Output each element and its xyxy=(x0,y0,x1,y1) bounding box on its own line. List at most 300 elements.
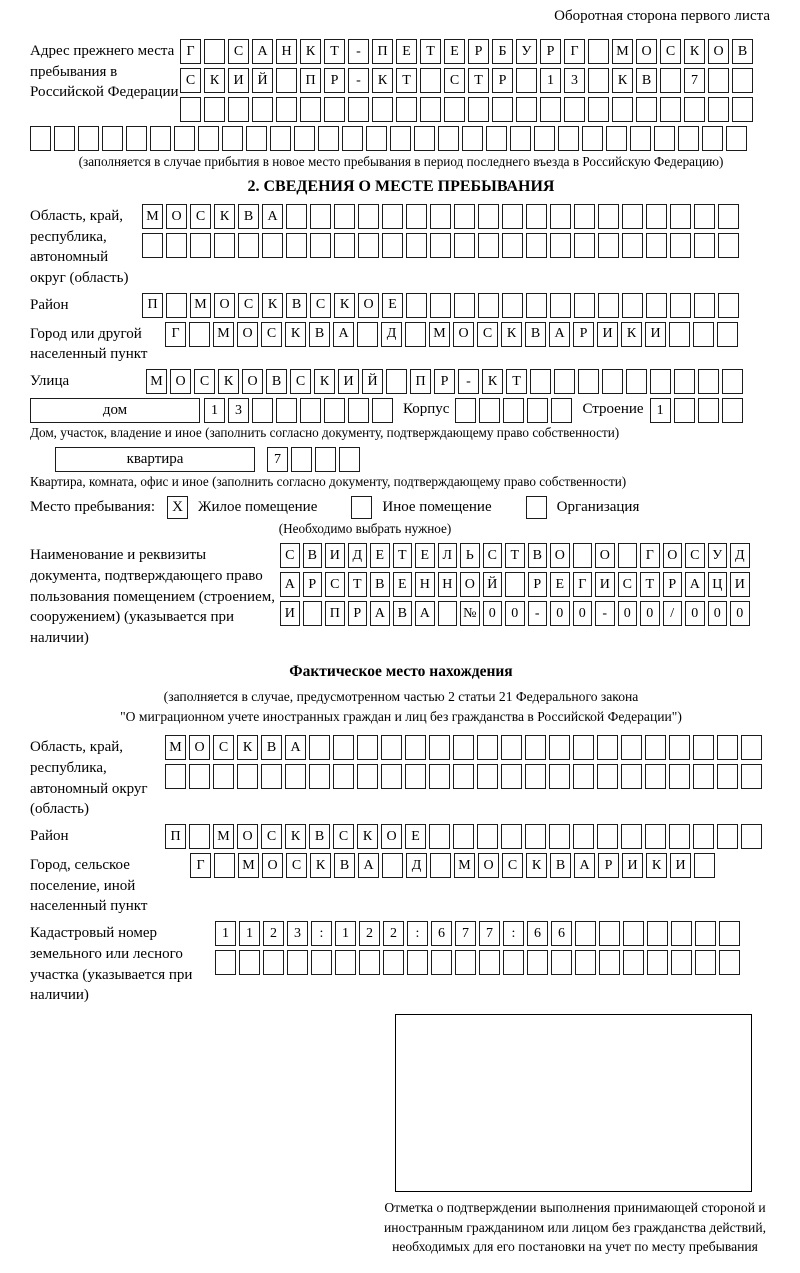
grid-cell[interactable] xyxy=(334,204,355,229)
grid-cell[interactable] xyxy=(383,950,404,975)
grid-cell[interactable]: И xyxy=(280,601,300,626)
grid-cell[interactable] xyxy=(276,398,297,423)
grid-cell[interactable] xyxy=(357,735,378,760)
grid-cell[interactable]: К xyxy=(646,853,667,878)
grid-cell[interactable] xyxy=(477,824,498,849)
grid-cell[interactable]: 0 xyxy=(550,601,570,626)
grid-cell[interactable]: 1 xyxy=(215,921,236,946)
grid-cell[interactable] xyxy=(599,950,620,975)
grid-cell[interactable] xyxy=(719,921,740,946)
grid-cell[interactable] xyxy=(726,126,747,151)
grid-cell[interactable] xyxy=(550,233,571,258)
grid-cell[interactable] xyxy=(479,398,500,423)
grid-cell[interactable]: 2 xyxy=(383,921,404,946)
grid-cell[interactable] xyxy=(717,764,738,789)
grid-cell[interactable]: С xyxy=(194,369,215,394)
grid-cell[interactable] xyxy=(718,233,739,258)
grid-cell[interactable] xyxy=(573,543,593,568)
grid-cell[interactable] xyxy=(478,293,499,318)
grid-cell[interactable] xyxy=(501,735,522,760)
grid-cell[interactable] xyxy=(444,97,465,122)
grid-cell[interactable]: А xyxy=(280,572,300,597)
grid-cell[interactable] xyxy=(430,204,451,229)
grid-cell[interactable]: О xyxy=(262,853,283,878)
grid-cell[interactable]: П xyxy=(410,369,431,394)
grid-cell[interactable] xyxy=(382,204,403,229)
grid-cell[interactable] xyxy=(276,68,297,93)
grid-cell[interactable]: О xyxy=(478,853,499,878)
grid-cell[interactable] xyxy=(693,764,714,789)
grid-cell[interactable]: В xyxy=(286,293,307,318)
grid-cell[interactable] xyxy=(407,950,428,975)
grid-cell[interactable]: Г xyxy=(564,39,585,64)
grid-cell[interactable] xyxy=(694,853,715,878)
grid-cell[interactable] xyxy=(126,126,147,151)
grid-cell[interactable]: В xyxy=(309,322,330,347)
grid-cell[interactable]: 2 xyxy=(263,921,284,946)
grid-cell[interactable]: О xyxy=(453,322,474,347)
grid-cell[interactable]: О xyxy=(189,735,210,760)
grid-cell[interactable]: 6 xyxy=(527,921,548,946)
grid-cell[interactable]: О xyxy=(166,204,187,229)
grid-cell[interactable] xyxy=(228,97,249,122)
grid-cell[interactable] xyxy=(549,824,570,849)
grid-cell[interactable]: К xyxy=(621,322,642,347)
grid-cell[interactable]: С xyxy=(310,293,331,318)
grid-cell[interactable]: 7 xyxy=(455,921,476,946)
grid-cell[interactable]: 7 xyxy=(479,921,500,946)
grid-cell[interactable]: 0 xyxy=(483,601,503,626)
grid-cell[interactable]: Е xyxy=(415,543,435,568)
grid-cell[interactable] xyxy=(239,950,260,975)
grid-cell[interactable]: У xyxy=(516,39,537,64)
grid-cell[interactable] xyxy=(702,126,723,151)
grid-cell[interactable] xyxy=(333,764,354,789)
grid-cell[interactable]: М xyxy=(213,322,234,347)
grid-cell[interactable]: 6 xyxy=(551,921,572,946)
grid-cell[interactable]: О xyxy=(237,322,258,347)
grid-cell[interactable]: Г xyxy=(190,853,211,878)
grid-cell[interactable] xyxy=(598,204,619,229)
grid-cell[interactable]: Т xyxy=(468,68,489,93)
grid-cell[interactable] xyxy=(165,764,186,789)
grid-cell[interactable]: И xyxy=(730,572,750,597)
grid-cell[interactable] xyxy=(390,126,411,151)
grid-cell[interactable] xyxy=(722,369,743,394)
grid-cell[interactable]: К xyxy=(310,853,331,878)
grid-cell[interactable] xyxy=(477,764,498,789)
grid-cell[interactable]: И xyxy=(595,572,615,597)
grid-cell[interactable]: Г xyxy=(573,572,593,597)
grid-cell[interactable] xyxy=(420,97,441,122)
grid-cell[interactable]: С xyxy=(660,39,681,64)
grid-cell[interactable]: Е xyxy=(370,543,390,568)
grid-cell[interactable] xyxy=(189,764,210,789)
grid-cell[interactable] xyxy=(502,293,523,318)
grid-cell[interactable] xyxy=(719,950,740,975)
grid-cell[interactable] xyxy=(276,97,297,122)
grid-cell[interactable] xyxy=(358,233,379,258)
grid-cell[interactable]: В xyxy=(528,543,548,568)
grid-cell[interactable] xyxy=(654,126,675,151)
grid-cell[interactable]: А xyxy=(685,572,705,597)
grid-cell[interactable] xyxy=(741,735,762,760)
grid-cell[interactable] xyxy=(166,293,187,318)
grid-cell[interactable] xyxy=(262,233,283,258)
grid-cell[interactable]: В xyxy=(238,204,259,229)
grid-cell[interactable] xyxy=(359,950,380,975)
grid-cell[interactable] xyxy=(741,824,762,849)
grid-cell[interactable]: К xyxy=(482,369,503,394)
grid-cell[interactable]: М xyxy=(146,369,167,394)
grid-cell[interactable]: А xyxy=(415,601,435,626)
grid-cell[interactable]: М xyxy=(165,735,186,760)
grid-cell[interactable]: 1 xyxy=(335,921,356,946)
grid-cell[interactable] xyxy=(382,233,403,258)
grid-cell[interactable] xyxy=(30,126,51,151)
grid-cell[interactable] xyxy=(516,68,537,93)
grid-cell[interactable] xyxy=(261,764,282,789)
grid-cell[interactable]: О xyxy=(358,293,379,318)
grid-cell[interactable]: А xyxy=(262,204,283,229)
grid-cell[interactable]: К xyxy=(262,293,283,318)
grid-cell[interactable]: П xyxy=(165,824,186,849)
grid-cell[interactable]: Р xyxy=(663,572,683,597)
grid-cell[interactable] xyxy=(717,735,738,760)
grid-cell[interactable] xyxy=(597,735,618,760)
grid-cell[interactable] xyxy=(190,233,211,258)
grid-cell[interactable] xyxy=(588,97,609,122)
grid-cell[interactable] xyxy=(718,204,739,229)
grid-cell[interactable]: Й xyxy=(252,68,273,93)
grid-cell[interactable] xyxy=(622,233,643,258)
grid-cell[interactable]: О xyxy=(170,369,191,394)
grid-cell[interactable] xyxy=(213,764,234,789)
grid-cell[interactable]: А xyxy=(252,39,273,64)
grid-cell[interactable] xyxy=(717,322,738,347)
grid-cell[interactable]: - xyxy=(348,39,369,64)
grid-cell[interactable] xyxy=(573,735,594,760)
grid-cell[interactable]: В xyxy=(334,853,355,878)
grid-cell[interactable] xyxy=(674,369,695,394)
grid-cell[interactable]: П xyxy=(325,601,345,626)
grid-cell[interactable]: С xyxy=(444,68,465,93)
grid-cell[interactable] xyxy=(694,233,715,258)
grid-cell[interactable]: Д xyxy=(381,322,402,347)
grid-cell[interactable] xyxy=(189,322,210,347)
grid-cell[interactable]: О xyxy=(381,824,402,849)
grid-cell[interactable]: Г xyxy=(180,39,201,64)
grid-cell[interactable] xyxy=(669,735,690,760)
grid-cell[interactable] xyxy=(386,369,407,394)
grid-cell[interactable]: Й xyxy=(362,369,383,394)
grid-cell[interactable] xyxy=(405,322,426,347)
grid-cell[interactable]: К xyxy=(204,68,225,93)
grid-cell[interactable]: К xyxy=(285,824,306,849)
grid-cell[interactable] xyxy=(549,764,570,789)
grid-cell[interactable]: Е xyxy=(393,572,413,597)
grid-cell[interactable] xyxy=(294,126,315,151)
grid-cell[interactable] xyxy=(78,126,99,151)
grid-cell[interactable] xyxy=(348,97,369,122)
grid-cell[interactable]: И xyxy=(645,322,666,347)
grid-cell[interactable]: С xyxy=(238,293,259,318)
grid-cell[interactable]: Т xyxy=(348,572,368,597)
grid-cell[interactable] xyxy=(670,233,691,258)
grid-cell[interactable] xyxy=(674,398,695,423)
grid-cell[interactable] xyxy=(626,369,647,394)
grid-cell[interactable]: Е xyxy=(405,824,426,849)
grid-cell[interactable] xyxy=(420,68,441,93)
grid-cell[interactable] xyxy=(645,824,666,849)
grid-cell[interactable]: Г xyxy=(165,322,186,347)
grid-cell[interactable] xyxy=(54,126,75,151)
grid-cell[interactable] xyxy=(574,293,595,318)
grid-cell[interactable]: О xyxy=(550,543,570,568)
grid-cell[interactable]: С xyxy=(483,543,503,568)
grid-cell[interactable] xyxy=(300,398,321,423)
grid-cell[interactable] xyxy=(405,764,426,789)
grid-cell[interactable]: Е xyxy=(550,572,570,597)
grid-cell[interactable] xyxy=(693,735,714,760)
grid-cell[interactable] xyxy=(204,39,225,64)
grid-cell[interactable] xyxy=(578,369,599,394)
grid-cell[interactable]: С xyxy=(325,572,345,597)
grid-cell[interactable]: А xyxy=(358,853,379,878)
grid-cell[interactable]: / xyxy=(663,601,683,626)
grid-cell[interactable]: О xyxy=(595,543,615,568)
grid-cell[interactable] xyxy=(287,950,308,975)
grid-cell[interactable] xyxy=(180,97,201,122)
grid-cell[interactable] xyxy=(598,233,619,258)
grid-cell[interactable]: 0 xyxy=(685,601,705,626)
grid-cell[interactable]: С xyxy=(180,68,201,93)
grid-cell[interactable] xyxy=(558,126,579,151)
grid-cell[interactable]: С xyxy=(280,543,300,568)
grid-cell[interactable]: О xyxy=(237,824,258,849)
grid-cell[interactable]: Д xyxy=(406,853,427,878)
grid-cell[interactable] xyxy=(647,950,668,975)
grid-cell[interactable]: Т xyxy=(420,39,441,64)
grid-cell[interactable] xyxy=(597,824,618,849)
grid-cell[interactable]: 7 xyxy=(684,68,705,93)
grid-cell[interactable] xyxy=(189,824,210,849)
grid-cell[interactable] xyxy=(606,126,627,151)
grid-cell[interactable]: В xyxy=(266,369,287,394)
grid-cell[interactable]: В xyxy=(732,39,753,64)
grid-cell[interactable]: К xyxy=(300,39,321,64)
grid-cell[interactable] xyxy=(454,204,475,229)
grid-cell[interactable]: С xyxy=(228,39,249,64)
grid-cell[interactable] xyxy=(564,97,585,122)
grid-cell[interactable] xyxy=(732,97,753,122)
grid-cell[interactable] xyxy=(453,735,474,760)
grid-cell[interactable] xyxy=(335,950,356,975)
grid-cell[interactable] xyxy=(526,233,547,258)
grid-cell[interactable]: В xyxy=(309,824,330,849)
grid-cell[interactable]: Й xyxy=(483,572,503,597)
grid-cell[interactable]: Е xyxy=(382,293,403,318)
grid-cell[interactable]: Т xyxy=(505,543,525,568)
grid-cell[interactable] xyxy=(636,97,657,122)
grid-cell[interactable] xyxy=(554,369,575,394)
grid-cell[interactable] xyxy=(479,950,500,975)
grid-cell[interactable] xyxy=(527,950,548,975)
grid-cell[interactable] xyxy=(525,735,546,760)
grid-cell[interactable] xyxy=(406,233,427,258)
grid-cell[interactable] xyxy=(357,764,378,789)
grid-cell[interactable] xyxy=(599,921,620,946)
grid-cell[interactable]: Р xyxy=(468,39,489,64)
grid-cell[interactable] xyxy=(597,764,618,789)
grid-cell[interactable] xyxy=(695,921,716,946)
grid-cell[interactable]: Р xyxy=(540,39,561,64)
grid-cell[interactable]: В xyxy=(550,853,571,878)
grid-cell[interactable] xyxy=(431,950,452,975)
grid-cell[interactable] xyxy=(357,322,378,347)
grid-cell[interactable] xyxy=(670,293,691,318)
grid-cell[interactable] xyxy=(505,572,525,597)
grid-cell[interactable]: К xyxy=(218,369,239,394)
grid-cell[interactable]: Т xyxy=(506,369,527,394)
grid-cell[interactable]: : xyxy=(407,921,428,946)
grid-cell[interactable] xyxy=(646,204,667,229)
grid-cell[interactable]: Д xyxy=(348,543,368,568)
grid-cell[interactable] xyxy=(623,950,644,975)
grid-cell[interactable] xyxy=(708,97,729,122)
grid-cell[interactable]: Д xyxy=(730,543,750,568)
grid-cell[interactable] xyxy=(214,233,235,258)
grid-cell[interactable] xyxy=(174,126,195,151)
grid-cell[interactable] xyxy=(102,126,123,151)
grid-cell[interactable]: С xyxy=(261,824,282,849)
grid-cell[interactable]: Р xyxy=(492,68,513,93)
grid-cell[interactable]: М xyxy=(429,322,450,347)
grid-cell[interactable]: Ц xyxy=(708,572,728,597)
grid-cell[interactable] xyxy=(646,293,667,318)
grid-cell[interactable] xyxy=(551,950,572,975)
grid-cell[interactable]: О xyxy=(708,39,729,64)
grid-cell[interactable]: С xyxy=(290,369,311,394)
grid-cell[interactable]: А xyxy=(333,322,354,347)
grid-cell[interactable] xyxy=(502,204,523,229)
grid-cell[interactable]: С xyxy=(685,543,705,568)
grid-cell[interactable] xyxy=(534,126,555,151)
grid-cell[interactable] xyxy=(252,398,273,423)
grid-cell[interactable] xyxy=(540,97,561,122)
grid-cell[interactable] xyxy=(333,735,354,760)
grid-cell[interactable] xyxy=(309,735,330,760)
grid-cell[interactable]: Р xyxy=(528,572,548,597)
grid-cell[interactable] xyxy=(214,853,235,878)
grid-cell[interactable] xyxy=(222,126,243,151)
grid-cell[interactable]: А xyxy=(574,853,595,878)
grid-cell[interactable] xyxy=(618,543,638,568)
grid-cell[interactable] xyxy=(622,204,643,229)
grid-cell[interactable] xyxy=(717,824,738,849)
grid-cell[interactable]: 3 xyxy=(228,398,249,423)
grid-cell[interactable] xyxy=(429,824,450,849)
grid-cell[interactable] xyxy=(300,97,321,122)
organization-checkbox[interactable] xyxy=(526,496,547,519)
grid-cell[interactable]: : xyxy=(503,921,524,946)
grid-cell[interactable]: Р xyxy=(573,322,594,347)
grid-cell[interactable] xyxy=(575,950,596,975)
grid-cell[interactable]: 0 xyxy=(618,601,638,626)
grid-cell[interactable] xyxy=(510,126,531,151)
grid-cell[interactable]: - xyxy=(348,68,369,93)
grid-cell[interactable] xyxy=(372,398,393,423)
grid-cell[interactable]: П xyxy=(300,68,321,93)
grid-cell[interactable] xyxy=(430,233,451,258)
grid-cell[interactable] xyxy=(430,293,451,318)
grid-cell[interactable] xyxy=(671,950,692,975)
grid-cell[interactable] xyxy=(530,369,551,394)
grid-cell[interactable] xyxy=(237,764,258,789)
grid-cell[interactable]: 0 xyxy=(573,601,593,626)
grid-cell[interactable] xyxy=(492,97,513,122)
grid-cell[interactable]: Е xyxy=(396,39,417,64)
grid-cell[interactable] xyxy=(698,398,719,423)
grid-cell[interactable]: С xyxy=(286,853,307,878)
grid-cell[interactable] xyxy=(708,68,729,93)
grid-cell[interactable] xyxy=(477,735,498,760)
grid-cell[interactable]: Р xyxy=(324,68,345,93)
grid-cell[interactable]: 0 xyxy=(730,601,750,626)
grid-cell[interactable] xyxy=(732,68,753,93)
grid-cell[interactable]: Р xyxy=(434,369,455,394)
grid-cell[interactable]: Т xyxy=(640,572,660,597)
grid-cell[interactable]: Р xyxy=(348,601,368,626)
grid-cell[interactable]: 2 xyxy=(359,921,380,946)
grid-cell[interactable]: В xyxy=(393,601,413,626)
grid-cell[interactable]: С xyxy=(190,204,211,229)
grid-cell[interactable] xyxy=(430,853,451,878)
grid-cell[interactable]: Е xyxy=(444,39,465,64)
grid-cell[interactable]: А xyxy=(285,735,306,760)
grid-cell[interactable]: О xyxy=(663,543,683,568)
grid-cell[interactable] xyxy=(429,764,450,789)
grid-cell[interactable]: М xyxy=(190,293,211,318)
grid-cell[interactable] xyxy=(671,921,692,946)
grid-cell[interactable] xyxy=(215,950,236,975)
grid-cell[interactable] xyxy=(573,764,594,789)
grid-cell[interactable] xyxy=(334,233,355,258)
grid-cell[interactable] xyxy=(150,126,171,151)
grid-cell[interactable]: И xyxy=(597,322,618,347)
grid-cell[interactable] xyxy=(660,68,681,93)
grid-cell[interactable] xyxy=(693,322,714,347)
grid-cell[interactable]: Н xyxy=(276,39,297,64)
grid-cell[interactable] xyxy=(549,735,570,760)
grid-cell[interactable]: И xyxy=(338,369,359,394)
grid-cell[interactable] xyxy=(455,950,476,975)
grid-cell[interactable]: К xyxy=(372,68,393,93)
grid-cell[interactable] xyxy=(669,322,690,347)
grid-cell[interactable]: М xyxy=(612,39,633,64)
grid-cell[interactable]: Б xyxy=(492,39,513,64)
grid-cell[interactable]: О xyxy=(636,39,657,64)
grid-cell[interactable]: 6 xyxy=(431,921,452,946)
grid-cell[interactable] xyxy=(526,293,547,318)
grid-cell[interactable] xyxy=(669,764,690,789)
grid-cell[interactable]: Г xyxy=(640,543,660,568)
grid-cell[interactable] xyxy=(695,950,716,975)
grid-cell[interactable] xyxy=(551,398,572,423)
grid-cell[interactable] xyxy=(238,233,259,258)
grid-cell[interactable] xyxy=(381,764,402,789)
grid-cell[interactable] xyxy=(342,126,363,151)
